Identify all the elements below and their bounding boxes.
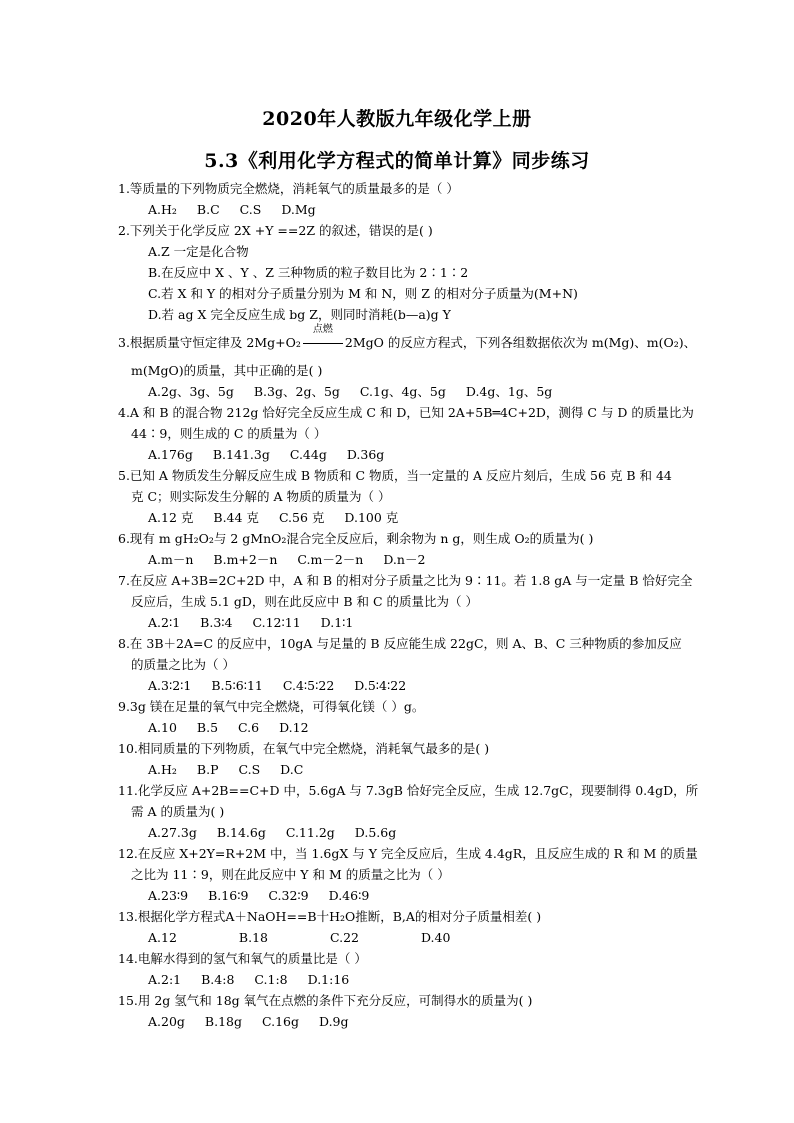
question-text: 8.在 3B＋2A=C 的反应中，10gA 与足量的 B 反应能生成 22gC，则 A、B、C 三种物质的参加反应 xyxy=(118,636,682,651)
question-text: 2.下列关于化学反应 2X +Y ==2Z 的叙述，错误的是( ) xyxy=(118,223,433,238)
options xyxy=(118,507,698,528)
question-10 xyxy=(118,738,698,780)
option-d[interactable]: D.1:16 xyxy=(307,972,350,987)
option-b[interactable]: B.4:8 xyxy=(201,972,235,987)
question-7 xyxy=(118,570,698,633)
option-d[interactable]: D.5.6g xyxy=(354,825,397,840)
options xyxy=(118,241,698,325)
question-text: 12.在反应 X+2Y=R+2M 中，当 1.6gX 与 Y 完全反应后，生成 4.4gR，且反应生成的 R 和 M 的质量 xyxy=(118,846,698,861)
option-d[interactable]: D.100 克 xyxy=(344,510,399,525)
options xyxy=(118,1011,698,1032)
condition-label: 点燃 xyxy=(312,324,333,335)
option-b[interactable]: B.m+2－n xyxy=(213,552,278,567)
question-1 xyxy=(118,178,698,220)
option-c[interactable]: C.m－2－n xyxy=(297,552,364,567)
question-6 xyxy=(118,528,698,570)
option-c[interactable]: C.6 xyxy=(238,720,260,735)
option-c[interactable]: C.16g xyxy=(262,1014,299,1029)
question-text-cont: 的质量之比为（ ） xyxy=(131,657,235,672)
option-a[interactable]: A.27.3g xyxy=(148,825,197,840)
question-text-cont: 44∶9，则生成的 C 的质量为（ ） xyxy=(131,426,327,441)
option-d[interactable]: D.12 xyxy=(279,720,309,735)
question-text: 1.等质量的下列物质完全燃烧，消耗氧气的质量最多的是（ ） xyxy=(118,181,459,196)
option-c[interactable]: C.S xyxy=(238,762,261,777)
question-5 xyxy=(118,465,698,528)
option-c[interactable]: C.S xyxy=(239,202,262,217)
option-a[interactable]: A.2∶1 xyxy=(148,615,181,630)
question-3 xyxy=(118,324,698,402)
option-d[interactable]: D.9g xyxy=(319,1014,349,1029)
question-text: 10.相同质量的下列物质，在氧气中完全燃烧，消耗氧气最多的是( ) xyxy=(118,741,490,756)
question-text-cont: 反应后，生成 5.1 gD，则在此反应中 B 和 C 的质量比为（ ） xyxy=(131,594,478,609)
question-text: 9.3g 镁在足量的氧气中完全燃烧，可得氧化镁（ ）g。 xyxy=(118,699,425,714)
option-d[interactable]: D.n－2 xyxy=(383,552,426,567)
option-c[interactable]: C.32∶9 xyxy=(268,888,309,903)
option-c[interactable]: C.44g xyxy=(289,447,327,462)
option-d[interactable]: D.1∶1 xyxy=(320,615,354,630)
option-d[interactable]: D.40 xyxy=(420,930,451,945)
option-d[interactable]: D.若 ag X 完全反应生成 bg Z，则同时消耗(b—a)g Y xyxy=(148,307,451,322)
options xyxy=(118,927,698,948)
options xyxy=(118,549,698,570)
option-a[interactable]: A.H₂ xyxy=(148,762,177,777)
option-d[interactable]: D.5∶4∶22 xyxy=(354,678,407,693)
option-a[interactable]: A.3∶2∶1 xyxy=(148,678,192,693)
question-2 xyxy=(118,220,698,325)
question-text-cont: 克 C；则实际发生分解的 A 物质的质量为（ ） xyxy=(131,489,391,504)
option-c[interactable]: C.4∶5∶22 xyxy=(282,678,335,693)
question-text: 4.A 和 B 的混合物 212g 恰好完全反应生成 C 和 D，已知 2A+5B═4C+2D，测得 C 与 D 的质量比为 xyxy=(118,405,694,420)
option-a[interactable]: A.10 xyxy=(148,720,177,735)
option-b[interactable]: B.3g、2g、5g xyxy=(253,384,340,399)
question-list xyxy=(118,178,698,1032)
option-a[interactable]: A.20g xyxy=(148,1014,185,1029)
question-text-cont: m(MgO)的质量，其中正确的是( ) xyxy=(131,363,323,378)
question-text-cont: 需 A 的质量为( ) xyxy=(131,804,225,819)
options xyxy=(118,969,698,990)
option-b[interactable]: B.5∶6∶11 xyxy=(211,678,263,693)
question-text: 5.已知 A 物质发生分解反应生成 B 物质和 C 物质，当一定量的 A 反应片刻后，生成 56 克 B 和 44 xyxy=(118,468,672,483)
option-b[interactable]: B.5 xyxy=(196,720,219,735)
option-b[interactable]: B.44 克 xyxy=(213,510,259,525)
reaction-condition xyxy=(301,324,345,357)
page-title: 2020年人教版九年级化学上册 xyxy=(262,108,532,130)
option-b[interactable]: B.18g xyxy=(204,1014,242,1029)
option-c[interactable]: C.1:8 xyxy=(254,972,288,987)
question-text: 7.在反应 A+3B=2C+2D 中，A 和 B 的相对分子质量之比为 9∶11。若 1.8 gA 与一定量 B 恰好完全 xyxy=(118,573,693,588)
page-subtitle: 5.3《利用化学方程式的简单计算》同步练习 xyxy=(204,150,590,172)
question-text: 6.现有 m gH₂O₂与 2 gMnO₂混合完全反应后，剩余物为 n g，则生成 O₂的质量为( ) xyxy=(118,531,594,546)
question-12 xyxy=(118,843,698,906)
question-13 xyxy=(118,906,698,948)
option-a[interactable]: A.Z 一定是化合物 xyxy=(148,244,249,259)
option-b[interactable]: B.P xyxy=(196,762,219,777)
options xyxy=(118,717,698,738)
option-a[interactable]: A.2:1 xyxy=(148,972,182,987)
options xyxy=(118,444,698,465)
question-text-cont: 之比为 11∶9，则在此反应中 Y 和 M 的质量之比为（ ） xyxy=(131,867,450,882)
option-a[interactable]: A.2g、3g、5g xyxy=(148,384,234,399)
options xyxy=(118,822,698,843)
question-text: 13.根据化学方程式A＋NaOH==B十H₂O推断，B,A的相对分子质量相差( ) xyxy=(118,909,542,924)
options xyxy=(118,759,698,780)
question-4 xyxy=(118,402,698,465)
question-text: 14.电解水得到的氢气和氧气的质量比是（ ） xyxy=(118,951,367,966)
options xyxy=(118,381,698,402)
option-d[interactable]: D.Mg xyxy=(281,202,316,217)
option-c[interactable]: C.22 xyxy=(329,930,359,945)
option-b[interactable]: B.在反应中 X 、Y 、Z 三种物质的粒子数目比为 2∶1∶2 xyxy=(148,265,469,280)
option-d[interactable]: D.4g、1g、5g xyxy=(465,384,553,399)
question-8 xyxy=(118,633,698,696)
option-a[interactable]: A.12 xyxy=(148,930,177,945)
options xyxy=(118,199,698,220)
equation-left: 3.根据质量守恒定律及 2Mg+O₂ xyxy=(118,335,301,350)
question-text xyxy=(118,324,698,357)
option-c[interactable]: C.12∶11 xyxy=(252,615,301,630)
option-b[interactable]: B.141.3g xyxy=(212,447,270,462)
question-text: 11.化学反应 A+2B==C+D 中，5.6gA 与 7.3gB 恰好完全反应，生成 12.7gC，现要制得 0.4gD，所 xyxy=(118,783,699,798)
question-14 xyxy=(118,948,698,990)
option-b[interactable]: B.C xyxy=(196,202,220,217)
option-c[interactable]: C.11.2g xyxy=(285,825,335,840)
option-a[interactable]: A.H₂ xyxy=(148,202,177,217)
options xyxy=(118,675,698,696)
question-text: 15.用 2g 氢气和 18g 氧气在点燃的条件下充分反应，可制得水的质量为( ) xyxy=(118,993,533,1008)
option-c[interactable]: C.若 X 和 Y 的相对分子质量分别为 M 和 N，则 Z 的相对分子质量为(M+N) xyxy=(148,286,578,301)
question-11 xyxy=(118,780,698,843)
option-b[interactable]: B.16∶9 xyxy=(208,888,249,903)
option-d[interactable]: D.46∶9 xyxy=(328,888,370,903)
option-a[interactable]: A.176g xyxy=(148,447,193,462)
option-b[interactable]: B.18 xyxy=(238,930,268,945)
option-d[interactable]: D.36g xyxy=(346,447,385,462)
option-b[interactable]: B.3∶4 xyxy=(200,615,233,630)
option-b[interactable]: B.14.6g xyxy=(216,825,266,840)
option-c[interactable]: C.1g、4g、5g xyxy=(359,384,446,399)
equation-right: 2MgO 的反应方程式，下列各组数据依次为 m(Mg)、m(O₂)、 xyxy=(344,335,697,350)
option-a[interactable]: A.12 克 xyxy=(148,510,194,525)
question-9 xyxy=(118,696,698,738)
option-c[interactable]: C.56 克 xyxy=(278,510,325,525)
option-a[interactable]: A.23∶9 xyxy=(148,888,189,903)
question-15 xyxy=(118,990,698,1032)
options xyxy=(118,885,698,906)
option-a[interactable]: A.m－n xyxy=(148,552,194,567)
option-d[interactable]: D.C xyxy=(280,762,304,777)
options xyxy=(118,612,698,633)
